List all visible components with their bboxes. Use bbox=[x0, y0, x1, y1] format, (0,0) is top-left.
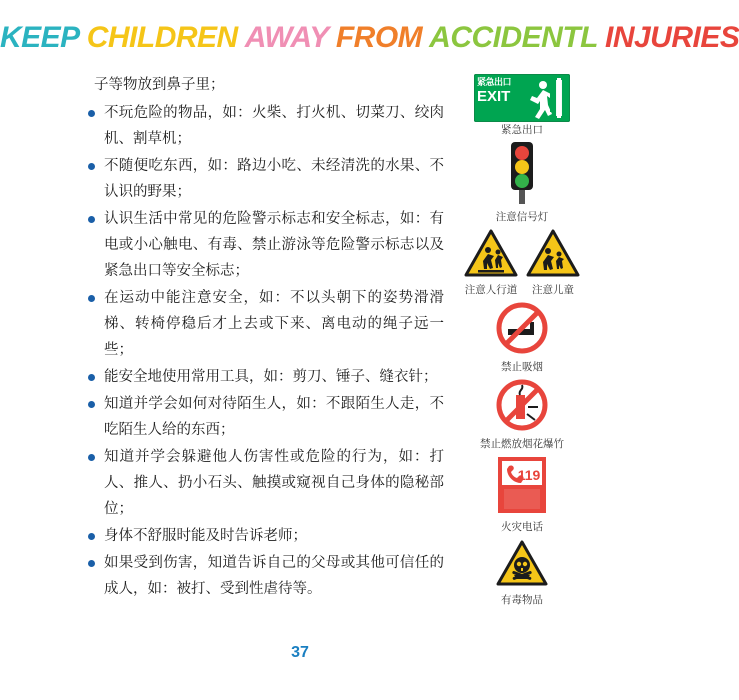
title-word-4: FROM bbox=[335, 21, 423, 54]
children-warning-icon bbox=[526, 229, 580, 277]
sign-caption: 注意信号灯 bbox=[495, 211, 549, 223]
list-item: 如果受到伤害，知道告诉自己的父母或其他可信任的成人，如：被打、受到性虐待等。 bbox=[88, 550, 444, 602]
title-word-2: CHILDREN bbox=[86, 21, 238, 54]
fire-phone-icon bbox=[497, 456, 547, 514]
no-fireworks-icon bbox=[496, 379, 548, 431]
sign-caption: 紧急出口 bbox=[501, 124, 543, 136]
title-word-3: AWAY bbox=[244, 21, 329, 54]
list-item: 不玩危险的物品，如：火柴、打火机、切菜刀、绞肉机、割草机； bbox=[88, 100, 444, 152]
list-item: 身体不舒服时能及时告诉老师； bbox=[88, 523, 444, 549]
exit-sign-text bbox=[477, 78, 529, 105]
pedestrian-warning-icon bbox=[464, 229, 518, 277]
exit-cn-text: 紧急出口 bbox=[477, 78, 512, 88]
sign-caption: 禁止燃放烟花爆竹 bbox=[480, 438, 564, 450]
exit-en-text: EXIT bbox=[477, 88, 511, 105]
sign-caption: 有毒物品 bbox=[501, 594, 543, 606]
sign-traffic-light bbox=[452, 142, 592, 224]
sign-toxic bbox=[452, 539, 592, 607]
list-item: 不随便吃东西，如：路边小吃、未经清洗的水果、不认识的野果； bbox=[88, 153, 444, 205]
sign-column bbox=[452, 74, 592, 612]
list-item: 在运动中能注意安全，如：不以头朝下的姿势滑滑梯、转椅停稳后才上去或下来、离电动的绳子远一些； bbox=[88, 285, 444, 363]
svg-text:119: 119 bbox=[517, 467, 541, 483]
list-item: 知道并学会躲避他人伤害性或危险的行为，如：打人、推人、扔小石头、触摸或窥视自己身体的隐秘部位； bbox=[88, 444, 444, 522]
title-word-5: ACCIDENTL bbox=[429, 21, 598, 54]
title-word-6: INJURIES bbox=[604, 21, 739, 54]
no-smoking-icon bbox=[496, 302, 548, 354]
text-column bbox=[88, 72, 444, 603]
exit-sign-icon bbox=[474, 74, 570, 122]
page-title bbox=[0, 21, 739, 54]
safety-list bbox=[88, 100, 444, 602]
sign-fire-phone bbox=[452, 456, 592, 534]
sign-no-fireworks bbox=[452, 379, 592, 451]
sign-caption: 注意人行道 bbox=[464, 284, 518, 296]
sign-row-warnings bbox=[452, 229, 592, 302]
toxic-warning-icon bbox=[495, 539, 549, 587]
page-content bbox=[0, 72, 600, 652]
list-item: 认识生活中常见的危险警示标志和安全标志，如：有电或小心触电、有毒、禁止游泳等危险警示标志以及紧急出口等安全标志； bbox=[88, 206, 444, 284]
running-man-icon bbox=[527, 76, 567, 120]
sign-caption: 火灾电话 bbox=[501, 521, 543, 533]
list-item: 能安全地使用常用工具，如：剪刀、锤子、缝衣针； bbox=[88, 364, 444, 390]
sign-emergency-exit bbox=[452, 74, 592, 137]
lead-line: 子等物放到鼻子里； bbox=[94, 77, 225, 93]
traffic-light-icon bbox=[505, 142, 539, 204]
sign-caption: 注意儿童 bbox=[532, 284, 574, 296]
sign-pedestrian-crossing bbox=[464, 229, 518, 297]
title-word-1: KEEP bbox=[0, 21, 80, 54]
sign-caption: 禁止吸烟 bbox=[501, 361, 543, 373]
sign-no-smoking bbox=[452, 302, 592, 374]
page-number: 37 bbox=[291, 644, 309, 661]
sign-children-crossing bbox=[526, 229, 580, 297]
list-item: 知道并学会如何对待陌生人，如：不跟陌生人走，不吃陌生人给的东西； bbox=[88, 391, 444, 443]
